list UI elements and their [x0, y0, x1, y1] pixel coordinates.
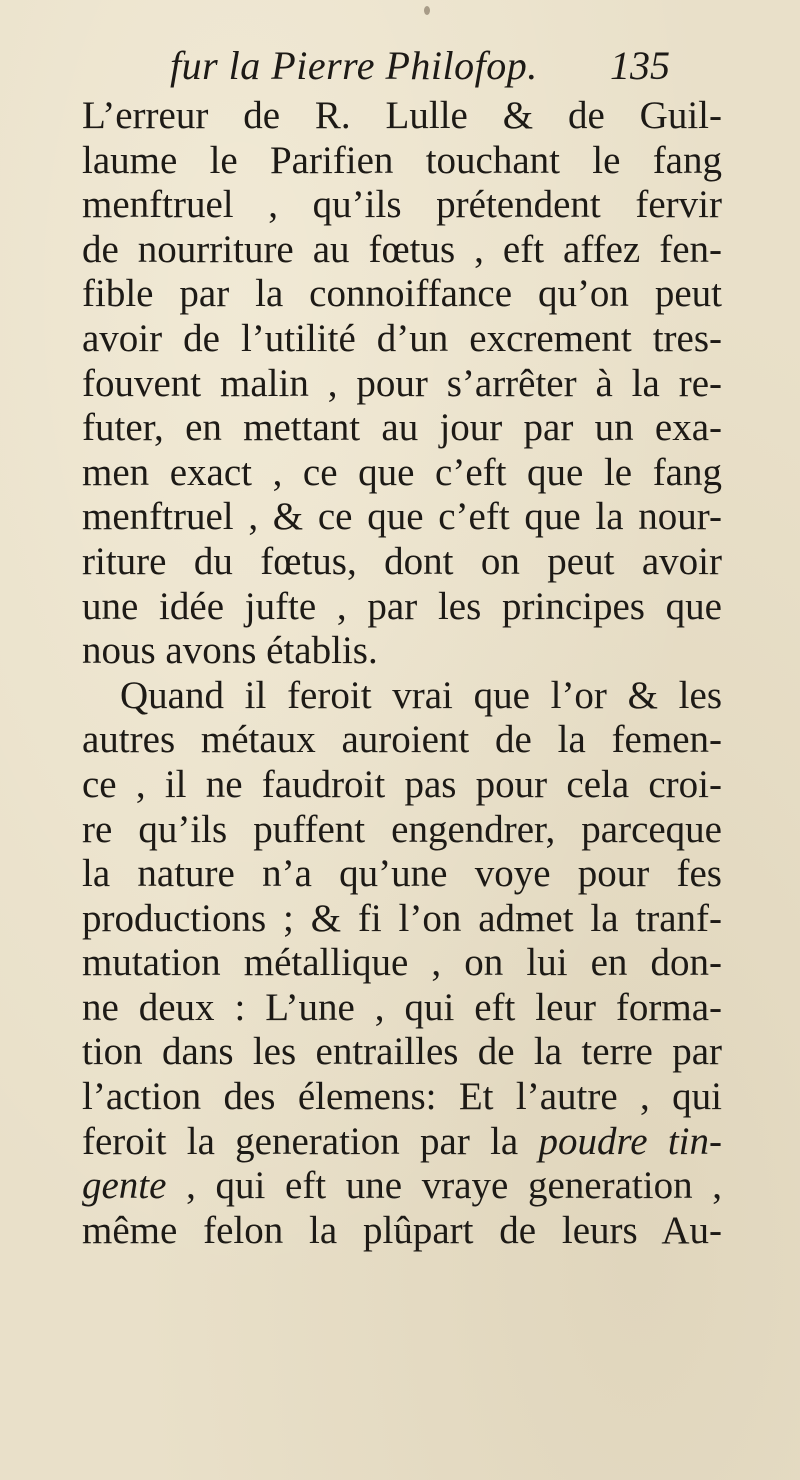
text-line-26: même felon la plûpart de leurs Au- [82, 1208, 722, 1252]
text-line-21: ne deux : L’une , qui eft leur forma- [82, 985, 722, 1029]
text-line-13: nous avons établis. [82, 629, 378, 673]
running-title: fur la Pierre Philofop. [170, 43, 538, 88]
text-line-8: futer, en mettant au jour par un exa- [82, 406, 722, 450]
text-line-7: fouvent malin , pour s’arrêter à la re- [82, 361, 722, 405]
text-line-10: menftruel , & ce que c’eft que la nour- [82, 495, 722, 539]
text-line-3: menftruel , qu’ils prétendent fervir [82, 183, 722, 227]
text-line-19: productions ; & fi l’on admet la tranf- [82, 896, 722, 940]
text-line-6: avoir de l’utilité d’un excrement tres- [82, 316, 722, 360]
text-line-25-roman: , qui eft une vraye generation , [166, 1164, 722, 1208]
text-line-20: mutation métallique , on lui en don- [82, 941, 722, 985]
body-text [82, 94, 722, 1253]
text-line-2: laume le Parifien touchant le fang [82, 138, 722, 182]
text-line-23: l’action des élemens: Et l’autre , qui [82, 1075, 722, 1119]
text-line-18: la nature n’a qu’une voye pour fes [82, 852, 722, 896]
text-line-1: L’erreur de R. Lulle & de Guil- [82, 94, 722, 137]
page-header [170, 40, 670, 92]
ink-spot [424, 6, 430, 15]
text-line-14: Quand il feroit vrai que l’or & les [120, 673, 722, 717]
text-line-25-italic: gente [82, 1164, 167, 1208]
text-line-16: ce , il ne faudroit pas pour cela croi- [82, 762, 722, 806]
text-line-12: une idée jufte , par les principes que [82, 584, 722, 628]
text-line-25 [82, 1164, 722, 1209]
text-line-4: de nourriture au fœtus , eft affez fen- [82, 227, 722, 271]
text-line-22: tion dans les entrailles de la terre par [82, 1030, 722, 1074]
text-line-17: re qu’ils puffent engendrer, parceque [82, 807, 722, 851]
text-line-11: riture du fœtus, dont on peut avoir [82, 539, 722, 583]
text-line-24-italic: poudre tin- [538, 1119, 722, 1163]
page-number: 135 [610, 43, 670, 88]
text-line-24 [82, 1120, 722, 1165]
text-line-5: fible par la connoiffance qu’on peut [82, 272, 722, 316]
text-line-24-roman: feroit la generation par la [82, 1119, 539, 1163]
text-line-9: men exact , ce que c’eft que le fang [82, 450, 722, 494]
text-line-15: autres métaux auroient de la femen- [82, 718, 722, 762]
